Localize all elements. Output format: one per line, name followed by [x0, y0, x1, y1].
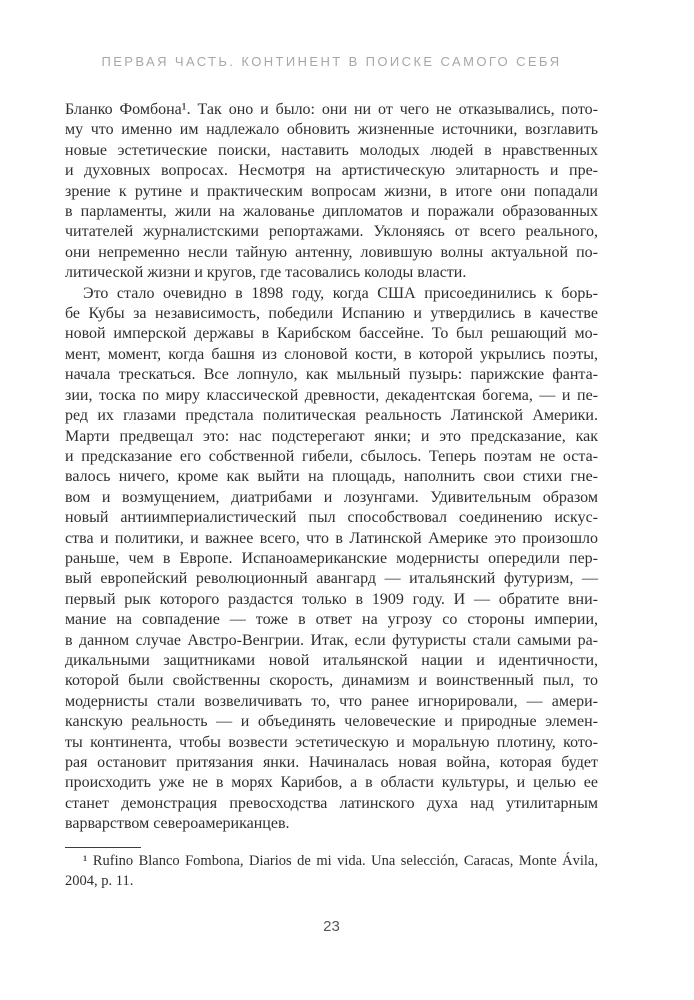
- text-line: вый европейский революционный авангард — итальянский футуризм, —: [65, 570, 598, 588]
- text-line: ред их глазами предстала политическая реальность Латинской Америки.: [65, 407, 598, 425]
- text-line: начала трескаться. Все лопнуло, как мыльный пузырь: парижские фанта-: [65, 366, 598, 384]
- text-line: и предсказание его собственной гибели, сбылось. Теперь поэтам не оста-: [65, 447, 598, 465]
- text-line: станет демонстрация превосходства латинского духа над утилитарным: [65, 794, 598, 812]
- text-line: модернисты стали возвеличивать то, что ранее игнорировали, — амери-: [65, 692, 598, 710]
- text-line: мент, момент, когда башня из слоновой кости, в которой укрылись поэты,: [65, 345, 598, 363]
- text-line: вом и возмущением, диатрибами и лозунгами. Удивительным образом: [65, 488, 598, 506]
- text-line: ты континента, чтобы возвести эстетическую и моральную плотину, кото-: [65, 733, 598, 751]
- text-line: мание на совпадение — тоже в ответ на угрозу со стороны империи,: [65, 611, 598, 629]
- text-line: литической жизни и кругов, где тасовались колоды власти.: [65, 264, 467, 282]
- text-line: новый антиимпериалистический пыл способствовал соединению искус-: [65, 509, 598, 527]
- text-line: они непременно несли тайную антенну, ловившую волны актуальной по-: [65, 243, 598, 261]
- text-line: бе Кубы за независимость, победили Испанию и утвердились в качестве: [65, 305, 598, 323]
- text-line: читателей журналистскими репортажами. Уклоняясь от всего реального,: [65, 223, 598, 241]
- running-header: ПЕРВАЯ ЧАСТЬ. КОНТИНЕНТ В ПОИСКЕ САМОГО СЕБЯ: [101, 54, 562, 69]
- page-number: 23: [323, 918, 340, 935]
- text-line: 2004, p. 11.: [65, 873, 134, 890]
- text-line: которой были свойственны скорость, динамизм и воинственный пыл, то: [65, 672, 598, 690]
- text-line: му что именно им надлежало обновить жизненные источники, возглавить: [65, 121, 598, 139]
- text-line: ства и политики, и важнее всего, что в Латинской Америке это произошло: [65, 529, 598, 547]
- text-line: варварством североамериканцев.: [65, 815, 290, 833]
- text-line: канскую реальность — и объединять человеческие и природные элемен-: [65, 713, 598, 731]
- text-line: ¹ Rufino Blanco Fombona, Diarios de mi vida. Una selección, Caracas, Monte Ávila,: [83, 853, 598, 869]
- body-text: [65, 100, 598, 835]
- footnote-divider: [65, 847, 141, 848]
- text-line: новой имперской державы в Карибском бассейне. То был решающий мо-: [65, 325, 598, 343]
- text-line: в парламенты, жили на жалованье дипломатов и поражали образованных: [65, 203, 598, 221]
- text-line: раньше, чем в Европе. Испаноамериканские модернисты опередили пер-: [65, 549, 598, 567]
- text-line: зии, тоска по миру классической древности, декадентская богема, — и пе-: [65, 386, 598, 404]
- text-line: рая остановит притязания янки. Начиналась новая война, которая будет: [65, 754, 598, 771]
- text-line: Бланко Фомбона¹. Так оно и было: они ни от чего не отказывались, пото-: [65, 101, 598, 118]
- text-line: Марти предвещал это: нас подстерегают янки; и это предсказание, как: [65, 427, 598, 445]
- text-line: и духовных вопросах. Несмотря на артистическую элитарность и пре-: [65, 162, 598, 180]
- text-line: Это стало очевидно в 1898 году, когда США присоединились к борь-: [83, 284, 598, 302]
- text-line: первый рык которого раздастся только в 1909 году. И — обратите вни-: [65, 590, 598, 608]
- text-line: зрение к рутине и практическим вопросам жизни, в итоге они попадали: [65, 182, 598, 200]
- text-line: новые эстетические поиски, наставить молодых людей в нравственных: [65, 141, 598, 159]
- text-line: в данном случае Австро-Венгрии. Итак, если футуристы стали самыми ра-: [65, 631, 598, 649]
- text-line: происходить уже не в морях Карибов, а в области культуры, и целью ее: [65, 774, 598, 792]
- text-line: дикальными защитниками новой итальянской нации и идентичности,: [65, 651, 598, 669]
- text-line: валось ничего, кроме как выйти на площадь, наполнить свои стихи гне-: [65, 468, 598, 486]
- footnote: [65, 851, 598, 891]
